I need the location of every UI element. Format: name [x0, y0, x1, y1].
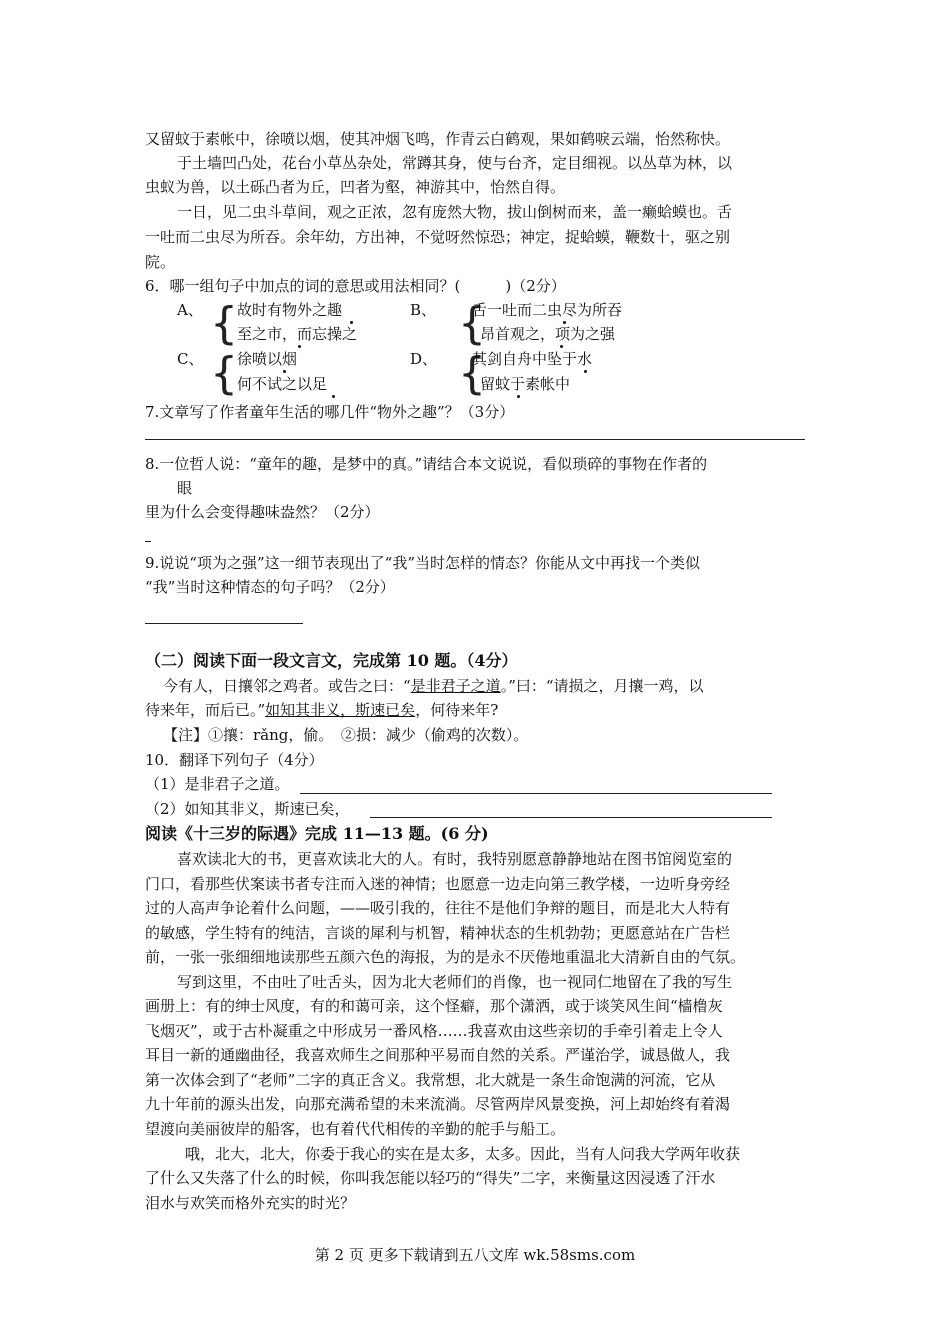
q7-answer-line[interactable] — [145, 439, 805, 440]
p2-pre: 待来年，而后已。” — [145, 701, 266, 719]
p1-underlined: 是非君子之道 — [410, 677, 501, 695]
q9-line-1: 9.说说“项为之强”这一细节表现出了“我”当时怎样的情态？你能从文中再找一个类似 — [145, 554, 700, 572]
q10-item-1: （1）是非君子之道。 — [145, 775, 290, 793]
q9-answer-line[interactable] — [145, 623, 303, 624]
emphasis-dot — [560, 345, 563, 348]
section3-line-3: 过的人高声争论着什么问题，——吸引我的，往往不是他们争辩的题目，而是北大人特有 — [145, 899, 731, 917]
brace-a: { — [210, 298, 238, 349]
passage1-line-6: 院。 — [145, 253, 176, 271]
q8-line-2: 眼 — [177, 479, 193, 497]
section3-line-10: 第一次体会到了“老师”二字的真正含义。我常想，北大就是一条生命饱满的河流，它从 — [145, 1071, 716, 1089]
q10-item-2: （2）如知其非义，斯速已矣， — [145, 800, 350, 818]
passage1-line-3: 虫蚁为兽，以土砾凸者为丘，凹者为壑，神游其中，怡然自得。 — [145, 178, 566, 196]
q6-option-c-line-2: 何不试之以足 — [237, 375, 328, 393]
q8-line-3: 里为什么会变得趣味盎然？（2分） — [145, 503, 380, 521]
q6-option-d-line-1: 其剑自舟中坠于水 — [472, 350, 593, 368]
q6-option-a-label: A、 — [177, 301, 203, 319]
section3-line-1: 喜欢读北大的书，更喜欢读北大的人。有时，我特别愿意静静地站在图书馆阅览室的 — [177, 850, 733, 868]
q6-option-a-line-1: 故时有物外之趣 — [237, 301, 343, 319]
emphasis-dot — [350, 321, 353, 324]
q10-stem: 10．翻译下列句子（4分） — [145, 751, 324, 769]
q6-option-b-line-2: 昂首观之，项为之强 — [480, 325, 616, 343]
passage1-line-4: 一日，见二虫斗草间，观之正浓，忽有庞然大物，拔山倒树而来，盖一癞蛤蟆也。舌 — [177, 203, 733, 221]
section3-line-5: 前，一张一张细细地读那些五颜六色的海报，为的是永不厌倦地重温北大清新自由的气氛。 — [145, 948, 746, 966]
q8-line-1: 8.一位哲人说：“童年的趣，是梦中的真。”请结合本文说说，看似琐碎的事物在作者的 — [145, 455, 708, 473]
emphasis-dot — [584, 370, 587, 373]
brace-c: { — [210, 348, 238, 399]
brace-d: { — [458, 348, 486, 399]
p2-underlined: 如知其非义，斯速已矣 — [265, 701, 416, 719]
section2-paragraph-line-2 — [145, 698, 498, 722]
section3-line-8: 飞烟灭”，或于古朴凝重之中形成另一番风格……我喜欢由这些亲切的手牵引着走上令人 — [145, 1022, 723, 1040]
q8-answer-line[interactable] — [145, 541, 151, 542]
section3-line-9: 耳目一新的通幽曲径，我喜欢师生之间那种平易而自然的关系。严谨治学，诚恳做人，我 — [145, 1046, 731, 1064]
emphasis-dot — [332, 395, 335, 398]
q6-option-a-line-2: 至之市，而忘操之 — [237, 325, 358, 343]
section3-line-4: 的敏感，学生特有的纯洁，言谈的犀利与机智，精神状态的生机勃勃；更愿意站在广告栏 — [145, 924, 731, 942]
q6-option-c-line-1: 徐喷以烟 — [237, 350, 298, 368]
q6-option-d-line-2: 留蚊于素帐中 — [480, 375, 571, 393]
passage1-line-5: 一吐而二虫尽为所吞。余年幼，方出神，不觉呀然惊恐；神定，捉蛤蟆，鞭数十，驱之别 — [145, 228, 731, 246]
section3-line-12: 望渡向美丽彼岸的船客，也有着代代相传的辛勤的舵手与船工。 — [145, 1120, 566, 1138]
p2-post: ，何待来年? — [415, 701, 499, 719]
section3-line-7: 画册上：有的绅士风度，有的和蔼可亲，这个怪癖，那个潇洒，或于谈笑风生间“樯橹灰 — [145, 997, 723, 1015]
q6-option-b-line-1: 舌一吐而二虫尽为所吞 — [472, 301, 623, 319]
section3-line-2: 门口，看那些伏案读书者专注而入迷的神情；也愿意一边走向第三教学楼，一边听身旁经 — [145, 875, 731, 893]
q6-option-c-label: C、 — [177, 350, 204, 368]
section3-line-11: 九十年前的源头出发，向那充满希望的未来流淌。尽管两岸风景变换，河上却始终有着渴 — [145, 1095, 731, 1113]
emphasis-dot — [298, 345, 301, 348]
section2-note: 【注】①攘：rǎng，偷。 ②损：减少（偷鸡的次数）。 — [163, 726, 529, 744]
brace-b: { — [458, 298, 486, 349]
p1-post: 。”曰：“请损之，月攘一鸡，以 — [500, 677, 704, 695]
section2-paragraph-line-1 — [163, 674, 704, 698]
section3-line-6: 写到这里，不由吐了吐舌头，因为北大老师们的肖像，也一视同仁地留在了我的写生 — [177, 973, 733, 991]
q10-item-1-answer-line[interactable] — [300, 793, 772, 794]
section3-line-15: 泪水与欢笑而格外充实的时光？ — [145, 1194, 356, 1212]
emphasis-dot — [517, 395, 520, 398]
q9-line-2: “我”当时这种情态的句子吗？（2分） — [145, 578, 395, 596]
section3-line-13: 哦，北大，北大，你委于我心的实在是太多，太多。因此，当有人问我大学两年收获 — [185, 1145, 741, 1163]
q10-item-2-answer-line[interactable] — [370, 817, 772, 818]
section3-title: 阅读《十三岁的际遇》完成 11—13 题。(6 分) — [145, 824, 489, 843]
section3-line-14: 了什么又失落了什么的时候，你叫我怎能以轻巧的“得失”二字，来衡量这因浸透了汗水 — [145, 1169, 716, 1187]
q7-stem: 7.文章写了作者童年生活的哪几件“物外之趣”？（3分） — [145, 403, 515, 421]
page-footer: 第 2 页 更多下载请到五八文库 wk.58sms.com — [314, 1246, 636, 1264]
passage1-line-2: 于土墙凹凸处，花台小草丛杂处，常蹲其身，使与台齐，定目细视。以丛草为林，以 — [177, 154, 733, 172]
emphasis-dot — [283, 370, 286, 373]
section2-title: （二）阅读下面一段文言文，完成第 10 题。（4分） — [145, 651, 518, 670]
emphasis-dot — [563, 321, 566, 324]
p1-pre: 今有人，日攘邻之鸡者。或告之曰：“ — [163, 677, 411, 695]
q6-option-d-label: D、 — [410, 350, 438, 368]
q6-stem: 6．哪一组句子中加点的词的意思或用法相同？( )（2分） — [145, 277, 566, 295]
passage1-line-1: 又留蚊于素帐中，徐喷以烟，使其冲烟飞鸣，作青云白鹤观，果如鹤唳云端，怡然称快。 — [145, 130, 731, 148]
q6-option-b-label: B、 — [410, 301, 437, 319]
